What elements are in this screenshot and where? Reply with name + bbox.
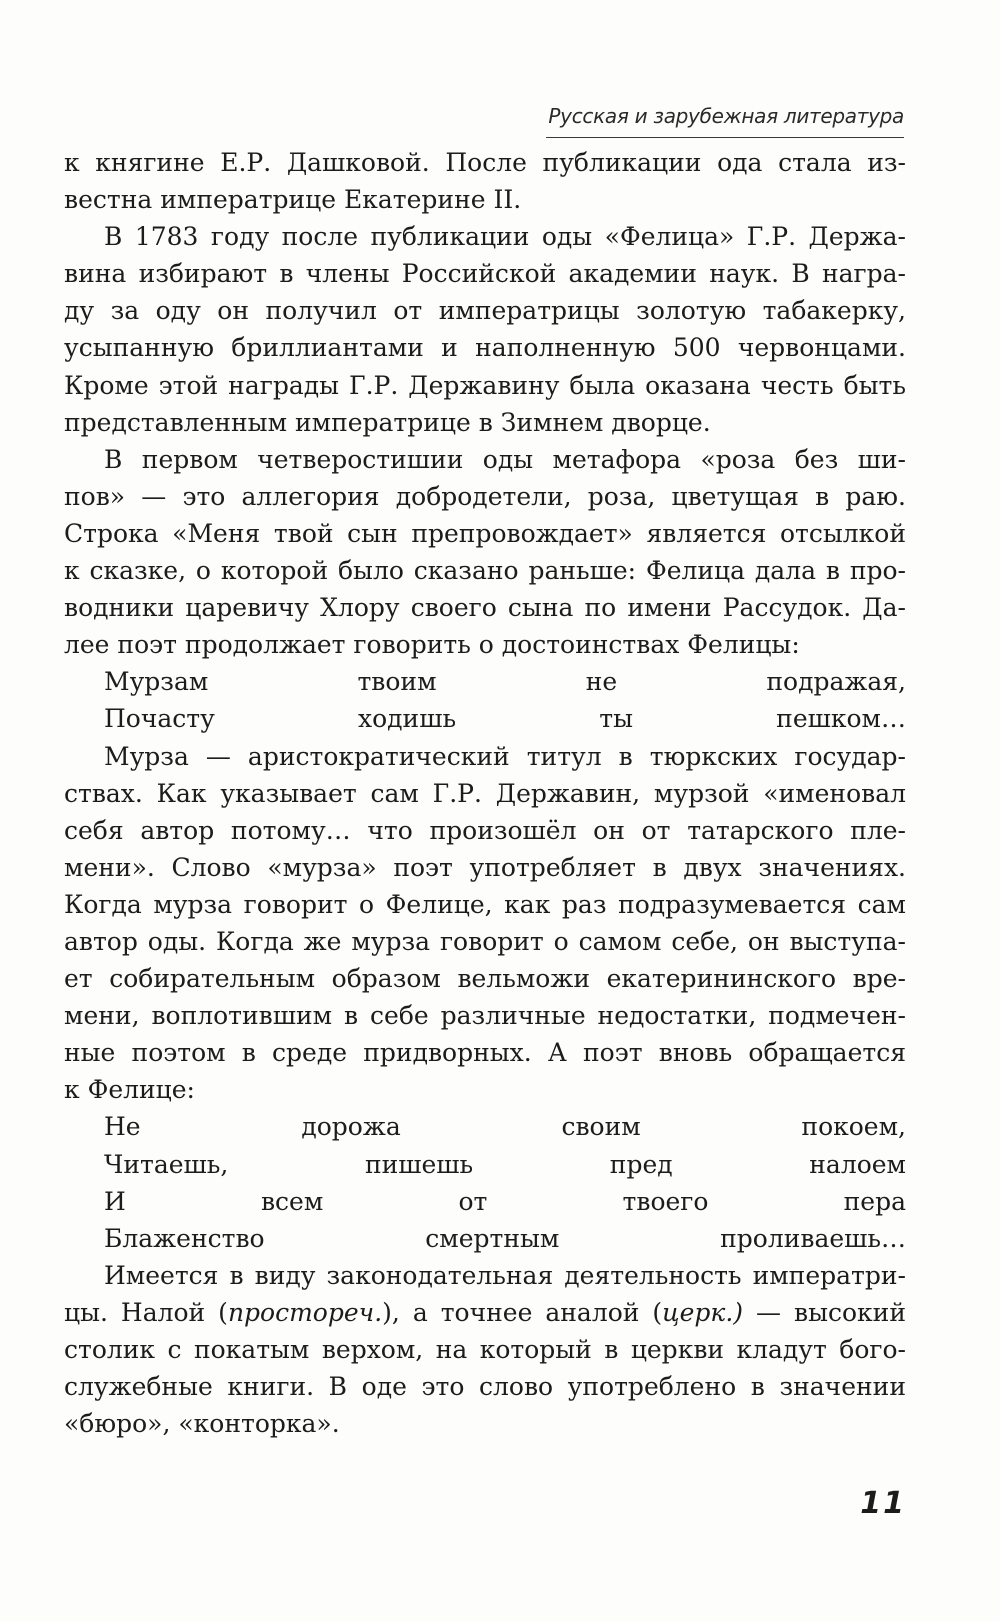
header-rule bbox=[546, 137, 904, 138]
text-line: Строка «Меня твой сын препровождает» является отсылкой bbox=[64, 518, 906, 548]
running-header: Русская и зарубежная литература bbox=[548, 104, 904, 128]
text-line: Мурза — аристократический титул в тюркских государ- bbox=[104, 741, 906, 771]
text-line: ет собирательным образом вельможи екатерининского вре- bbox=[64, 964, 906, 994]
verse-line: Мурзам твоим не подражая, bbox=[104, 667, 906, 697]
text-line: Когда мурза говорит о Фелице, как раз подразумевается сам bbox=[64, 889, 906, 919]
text-line: мени». Слово «мурза» поэт употребляет в двух значениях. bbox=[64, 852, 906, 882]
text-line: вина избирают в члены Российской академии наук. В награ- bbox=[64, 259, 906, 289]
text-line: ду за оду он получил от императрицы золотую табакерку, bbox=[64, 296, 906, 326]
italic-abbreviation: церк.) bbox=[662, 1297, 744, 1327]
text-line: служебные книги. В оде это слово употреблено в значении bbox=[64, 1372, 906, 1402]
text-line: представленным императрице в Зимнем дворце. bbox=[64, 407, 711, 437]
verse-line: Не дорожа своим покоем, bbox=[104, 1112, 906, 1142]
text-line: ные поэтом в среде придворных. А поэт вновь обращается bbox=[64, 1038, 906, 1068]
text-line bbox=[64, 1294, 906, 1331]
body-text bbox=[64, 144, 906, 1442]
verse-line: Почасту ходишь ты пешком… bbox=[104, 704, 906, 734]
text-line: вестна императрице Екатерине II. bbox=[64, 185, 522, 215]
text-line: лее поэт продолжает говорить о достоинствах Фелицы: bbox=[64, 630, 800, 660]
text-line: В первом четверостишии оды метафора «роза без ши- bbox=[104, 444, 906, 474]
text-line: В 1783 году после публикации оды «Фелица» Г.Р. Держа- bbox=[104, 222, 906, 252]
page-number: 11 bbox=[860, 1486, 906, 1521]
text-span: ), а точнее аналой ( bbox=[382, 1297, 663, 1327]
text-line: усыпанную бриллиантами и наполненную 500 червонцами. bbox=[64, 333, 906, 363]
text-line: автор оды. Когда же мурза говорит о самом себе, он выступа- bbox=[64, 926, 906, 956]
text-line: к княгине Е.Р. Дашковой. После публикации ода стала из- bbox=[64, 148, 906, 177]
text-line: пов» — это аллегория добродетели, роза, цветущая в раю. bbox=[64, 481, 906, 511]
verse-line: И всем от твоего пера bbox=[104, 1186, 906, 1216]
text-line: себя автор потому… что произошёл он от татарского пле- bbox=[64, 815, 906, 845]
verse-line: Блаженство смертным проливаешь… bbox=[104, 1223, 906, 1253]
text-line: водники царевичу Хлору своего сына по имени Рассудок. Да- bbox=[64, 593, 906, 623]
text-line: «бюро», «конторка». bbox=[64, 1409, 340, 1439]
text-line: к сказке, о которой было сказано раньше: Фелица дала в про- bbox=[64, 556, 906, 586]
verse-line: Читаешь, пишешь пред налоем bbox=[104, 1149, 906, 1179]
text-line: ствах. Как указывает сам Г.Р. Державин, мурзой «именовал bbox=[64, 778, 906, 808]
text-line: мени, воплотившим в себе различные недостатки, подмечен- bbox=[64, 1001, 906, 1031]
text-line: Кроме этой награды Г.Р. Державину была оказана честь быть bbox=[64, 370, 906, 400]
text-span: — высокий bbox=[743, 1297, 906, 1327]
text-line: к Фелице: bbox=[64, 1075, 195, 1105]
text-line: столик с покатым верхом, на который в церкви кладут бого- bbox=[64, 1335, 906, 1364]
text-span: цы. Налой ( bbox=[64, 1297, 228, 1327]
text-line: Имеется в виду законодательная деятельность императри- bbox=[104, 1260, 906, 1290]
italic-abbreviation: простореч. bbox=[227, 1297, 383, 1327]
